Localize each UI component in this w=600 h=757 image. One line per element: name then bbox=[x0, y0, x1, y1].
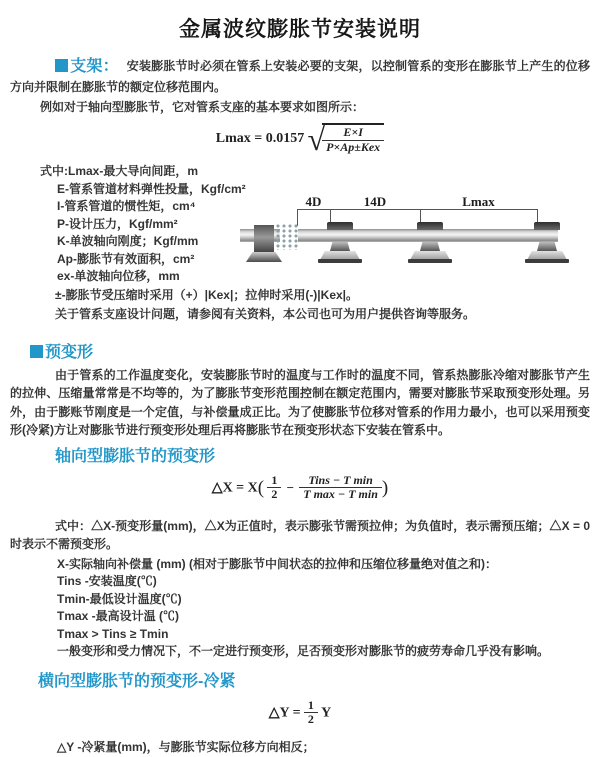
half-numerator: 1 bbox=[307, 697, 314, 712]
support-saddle bbox=[420, 242, 440, 251]
half-denominator: 2 bbox=[267, 487, 281, 502]
variable-item: Tmin-最低设计温度(℃) bbox=[57, 591, 182, 606]
variable-item: Tmax > Tins ≥ Tmin bbox=[57, 626, 169, 641]
axial-subheading: 轴向型膨胀节的预变形 bbox=[55, 447, 216, 465]
pipe-support bbox=[417, 197, 443, 267]
formula-rhs: Y bbox=[321, 704, 332, 720]
formula-lhs: Lmax = 0.0157 bbox=[215, 130, 305, 146]
support-base-bar bbox=[408, 259, 452, 263]
open-paren: ( bbox=[257, 476, 265, 498]
support-clamp bbox=[327, 222, 353, 230]
anchor-support bbox=[254, 225, 274, 252]
close-paren: ) bbox=[381, 476, 389, 498]
temp-denominator: T max − T min bbox=[299, 487, 382, 502]
support-heading-label: 支架： bbox=[70, 58, 119, 75]
delta-y-note: △Y -冷紧量(mm)，与膨胀节实际位移方向相反； bbox=[57, 739, 315, 754]
anchor-support-base bbox=[246, 252, 282, 262]
definition-item: E-管系管道材料弹性投量，Kgf/cm² bbox=[57, 181, 246, 196]
support-intro-paragraph bbox=[10, 56, 590, 97]
radical-icon: √ bbox=[307, 120, 326, 157]
support-example-text: 例如对于轴向型膨胀节，它对管系支座的基本要求如图所示： bbox=[40, 100, 365, 114]
support-base-bar bbox=[318, 259, 362, 263]
formula-lhs: △Y = bbox=[268, 704, 301, 720]
definition-item: ex-单波轴向位移，mm bbox=[57, 269, 180, 283]
pipe-support-diagram bbox=[240, 194, 572, 282]
plus-minus-note: ±-膨胀节受压缩时采用（+）|Kex|；拉伸时采用(-)|Kex|。 bbox=[55, 287, 359, 302]
formula-lhs: △X = X bbox=[211, 479, 258, 495]
support-saddle bbox=[330, 242, 350, 251]
support-intro-text: 安装膨胀节时必须在管系上安装必要的支架，以控制管系的变形在膨胀节上产生的位移方向并限制在膨胀节的额定位移范围内。 bbox=[10, 59, 590, 94]
support-clamp bbox=[534, 222, 560, 230]
pipe-support bbox=[327, 197, 353, 267]
variable-item: Tins -安装温度(℃) bbox=[57, 574, 157, 588]
variable-item: 一般变形和受力情况下，不一定进行预变形，足否预变形对膨胀节的疲劳寿命几乎没有影响。 bbox=[57, 644, 550, 658]
variable-item: X-实际轴向补偿量 (mm) (相对于膨胀节中间状态的拉伸和压缩位移量绝对值之和)： bbox=[57, 556, 497, 571]
dim-label-4d: 4D bbox=[305, 194, 322, 209]
minus-operator: − bbox=[286, 479, 295, 495]
half-numerator: 1 bbox=[271, 472, 278, 487]
definition-item: K-单波轴向刚度；Kgf/mm bbox=[57, 234, 199, 248]
lmax-formula bbox=[0, 120, 600, 159]
support-saddle bbox=[537, 242, 557, 251]
support-clamp bbox=[417, 222, 443, 230]
half-denominator: 2 bbox=[304, 712, 318, 727]
axial-formula-explanation: 式中：△X-预变形量(mm)，△X为正值时，表示膨张节需预拉伸；为负值时，表示需预压缩；△X = 0时表示不需预变形。 bbox=[10, 518, 590, 551]
definition-item: 式中:Lmax-最大导向间距，m bbox=[40, 164, 199, 178]
axial-formula bbox=[0, 474, 600, 512]
fraction-denominator: P×Ap±Kex bbox=[322, 140, 384, 155]
lateral-formula bbox=[0, 699, 600, 731]
definition-item: P-设计压力，Kgf/mm² bbox=[57, 216, 178, 231]
page-title: 金属波纹膨胀节安装说明 bbox=[179, 18, 421, 41]
section-square-icon bbox=[30, 345, 43, 358]
section-square-icon bbox=[55, 59, 68, 72]
dim-label-lmax: Lmax bbox=[462, 194, 495, 209]
dim-label-14d: 14D bbox=[363, 194, 387, 209]
pipe-support bbox=[534, 197, 560, 267]
fraction-numerator: E×I bbox=[343, 125, 363, 139]
definition-item: I-管系管道的惯性矩，cm⁴ bbox=[57, 199, 196, 213]
service-note: 关于管系支座设计问题，请参阅有关资料，本公司也可为用户提供咨询等服务。 bbox=[55, 307, 476, 321]
support-section-heading bbox=[55, 60, 119, 74]
variable-item: Tmax -最高设计温 (℃) bbox=[57, 609, 180, 623]
predeform-heading-label: 预变形 bbox=[45, 343, 94, 361]
temp-numerator: Tins − T min bbox=[308, 472, 373, 487]
axial-variable-list bbox=[57, 556, 600, 661]
predeform-section-heading bbox=[30, 339, 600, 362]
support-base-bar bbox=[525, 259, 569, 263]
predeform-paragraph: 由于管系的工作温度变化，安装膨胀节时的温度与工作时的温度不同，管系热膨胀冷缩对膨胀节产生的拉伸、压缩量常常是不均等的，为了膨胀节变形范围控制在额定范围内，需要对膨胀节采取预变形处理。另外，由于膨账节刚度是一个定值，与补偿量成正比。为了使膨胀节位移对管系的作用力最小，也可以采用预变形(冷紧)方让对膨胀节进行预变形处理后再将膨胀节在预变形状态下安装在管系中。 bbox=[10, 367, 590, 437]
bellows-expansion-joint-icon bbox=[276, 224, 300, 250]
lateral-subheading: 横向型膨胀节的预变形-冷紧 bbox=[38, 672, 236, 690]
definition-item: Ap-膨胀节有效面积，cm² bbox=[57, 251, 195, 266]
